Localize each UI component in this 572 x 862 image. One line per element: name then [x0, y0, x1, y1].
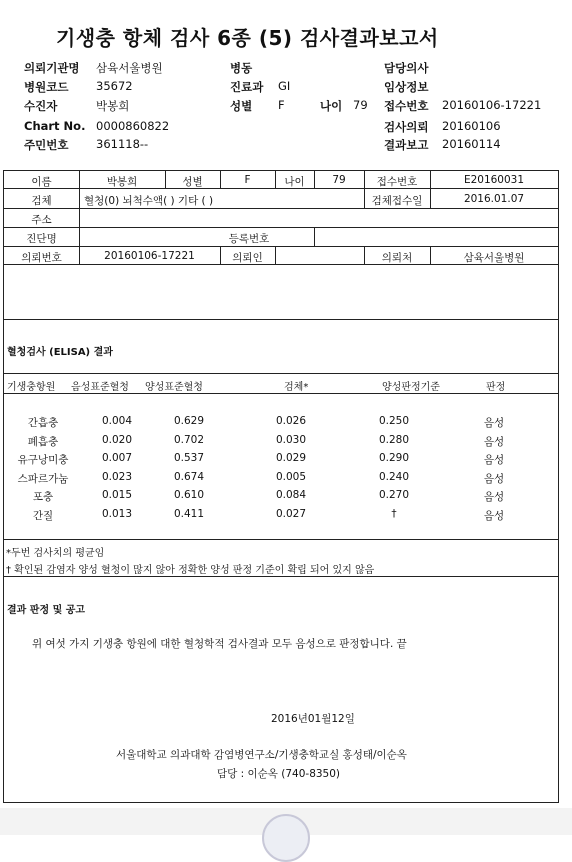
- col-negative: 음성표준혈청: [71, 382, 129, 393]
- neg-cell: 0.020: [101, 434, 133, 446]
- requested-to-value: 삼육서울병원: [463, 252, 525, 264]
- address-label: 주소: [31, 214, 52, 226]
- header-label: 담당의사: [384, 61, 429, 75]
- specimen-date-value: 2016.01.07: [463, 193, 525, 205]
- cutoff-cell: †: [391, 508, 397, 520]
- header-value: 박봉희: [96, 99, 130, 113]
- divider: [4, 319, 558, 320]
- pos-cell: 0.610: [173, 489, 205, 501]
- header-value: GI: [278, 79, 291, 93]
- header-value: 삼육서울병원: [96, 61, 163, 75]
- receipt-label: 접수번호: [376, 176, 418, 188]
- header-label: 성별: [230, 99, 253, 113]
- antigen-cell: 스파르가눔: [17, 473, 69, 485]
- requester-label: 의뢰인: [232, 252, 263, 264]
- name-value: 박봉희: [106, 176, 138, 188]
- sample-cell: 0.030: [275, 434, 307, 446]
- specimen-label: 검체: [31, 195, 52, 207]
- cutoff-cell: 0.290: [378, 452, 410, 464]
- sample-cell: 0.005: [275, 471, 307, 483]
- col-sample: 검체*: [284, 382, 309, 393]
- elisa-title: 혈청검사 (ELISA) 결과: [7, 347, 113, 358]
- conclusion-text: 위 여섯 가지 기생충 항원에 대한 혈청학적 검사결과 모두 음성으로 판정합니다. 끝: [32, 638, 407, 650]
- neg-cell: 0.013: [101, 508, 133, 520]
- sample-cell: 0.084: [275, 489, 307, 501]
- report-date: 2016년01월12일: [271, 713, 355, 725]
- antigen-cell: 포충: [32, 491, 54, 503]
- header-label: 수진자: [24, 99, 58, 113]
- col-antigen: 기생충항원: [7, 382, 56, 393]
- result-cell: 음성: [483, 436, 505, 448]
- header-value: 79: [353, 98, 368, 112]
- registration-label: 등록번호: [228, 233, 270, 245]
- header-label: 나이: [320, 99, 343, 113]
- age-value: 79: [332, 174, 346, 186]
- header-value: 35672: [96, 79, 133, 93]
- divider: [314, 227, 315, 246]
- divider: [4, 227, 558, 228]
- header-label: Chart No.: [24, 119, 86, 133]
- col-cutoff: 양성판정기준: [382, 382, 440, 393]
- home-button[interactable]: [262, 814, 310, 862]
- divider: [4, 208, 558, 209]
- age-label: 나이: [284, 176, 305, 188]
- result-cell: 음성: [483, 510, 505, 522]
- result-cell: 음성: [483, 454, 505, 466]
- pos-cell: 0.411: [173, 508, 205, 520]
- footnote-average: *두번 검사치의 평균임: [6, 548, 105, 559]
- divider: [4, 539, 558, 540]
- receipt-value: E20160031: [463, 174, 525, 186]
- sample-cell: 0.027: [275, 508, 307, 520]
- cutoff-cell: 0.240: [378, 471, 410, 483]
- cutoff-cell: 0.250: [378, 415, 410, 427]
- header-label: 진료과: [230, 80, 264, 94]
- divider: [275, 246, 276, 264]
- pos-cell: 0.629: [173, 415, 205, 427]
- header-label: 주민번호: [24, 138, 69, 152]
- neg-cell: 0.004: [101, 415, 133, 427]
- issuing-organization: 서울대학교 의과대학 감염병연구소/기생충학교실 홍성태/이순옥: [116, 749, 407, 761]
- col-result: 판정: [486, 382, 506, 393]
- report-title: 기생충 항체 검사 6종 (5) 검사결과보고서: [56, 26, 439, 50]
- pos-cell: 0.537: [173, 452, 205, 464]
- header-label: 결과보고: [384, 138, 429, 152]
- contact-info: 담당 : 이순옥 (740-8350): [217, 768, 341, 780]
- neg-cell: 0.015: [101, 489, 133, 501]
- result-cell: 음성: [483, 473, 505, 485]
- conclusion-title: 결과 판정 및 공고: [7, 605, 86, 616]
- header-value: F: [278, 98, 285, 112]
- report-form: [3, 170, 559, 803]
- result-cell: 음성: [483, 491, 505, 503]
- col-positive: 양성표준혈청: [145, 382, 203, 393]
- header-value: 0000860822: [96, 119, 170, 133]
- header-value: 20160114: [442, 137, 501, 151]
- header-label: 검사의뢰: [384, 120, 429, 134]
- request-no-label: 의뢰번호: [21, 252, 62, 264]
- result-cell: 음성: [483, 417, 505, 429]
- divider: [4, 576, 558, 577]
- pos-cell: 0.702: [173, 434, 205, 446]
- divider: [4, 246, 558, 247]
- cutoff-cell: 0.270: [378, 489, 410, 501]
- header-label: 병동: [230, 61, 253, 75]
- pos-cell: 0.674: [173, 471, 205, 483]
- specimen-date-label: 검체접수일: [371, 195, 423, 207]
- neg-cell: 0.007: [101, 452, 133, 464]
- header-value: 20160106-17221: [442, 98, 542, 112]
- divider: [4, 373, 558, 374]
- antigen-cell: 간흡충: [27, 417, 59, 429]
- neg-cell: 0.023: [101, 471, 133, 483]
- header-value: 20160106: [442, 119, 501, 133]
- diagnosis-label: 진단명: [26, 233, 57, 245]
- sex-value: F: [244, 174, 251, 186]
- header-value: 361118--: [96, 137, 149, 151]
- antigen-cell: 폐흡충: [27, 436, 59, 448]
- header-label: 병원코드: [24, 80, 69, 94]
- divider: [4, 393, 558, 394]
- divider: [79, 208, 80, 227]
- footnote-cutoff: † 확인된 감염자 양성 혈청이 많지 않아 정확한 양성 판정 기준이 확립 되어 있지 않음: [6, 565, 375, 576]
- sample-cell: 0.026: [275, 415, 307, 427]
- header-label: 의뢰기관명: [24, 61, 80, 75]
- name-label: 이름: [31, 176, 52, 188]
- divider: [79, 188, 80, 208]
- requested-to-label: 의뢰처: [381, 252, 413, 264]
- cutoff-cell: 0.280: [378, 434, 410, 446]
- antigen-cell: 간질: [32, 510, 54, 522]
- sex-label: 성별: [182, 176, 203, 188]
- antigen-cell: 유구낭미충: [17, 454, 69, 466]
- sample-cell: 0.029: [275, 452, 307, 464]
- divider: [79, 227, 80, 246]
- request-no-value: 20160106-17221: [104, 250, 195, 262]
- specimen-value: 혈청(0) 뇌척수액( ) 기타 ( ): [84, 195, 214, 207]
- header-label: 접수번호: [384, 99, 429, 113]
- header-label: 임상정보: [384, 80, 429, 94]
